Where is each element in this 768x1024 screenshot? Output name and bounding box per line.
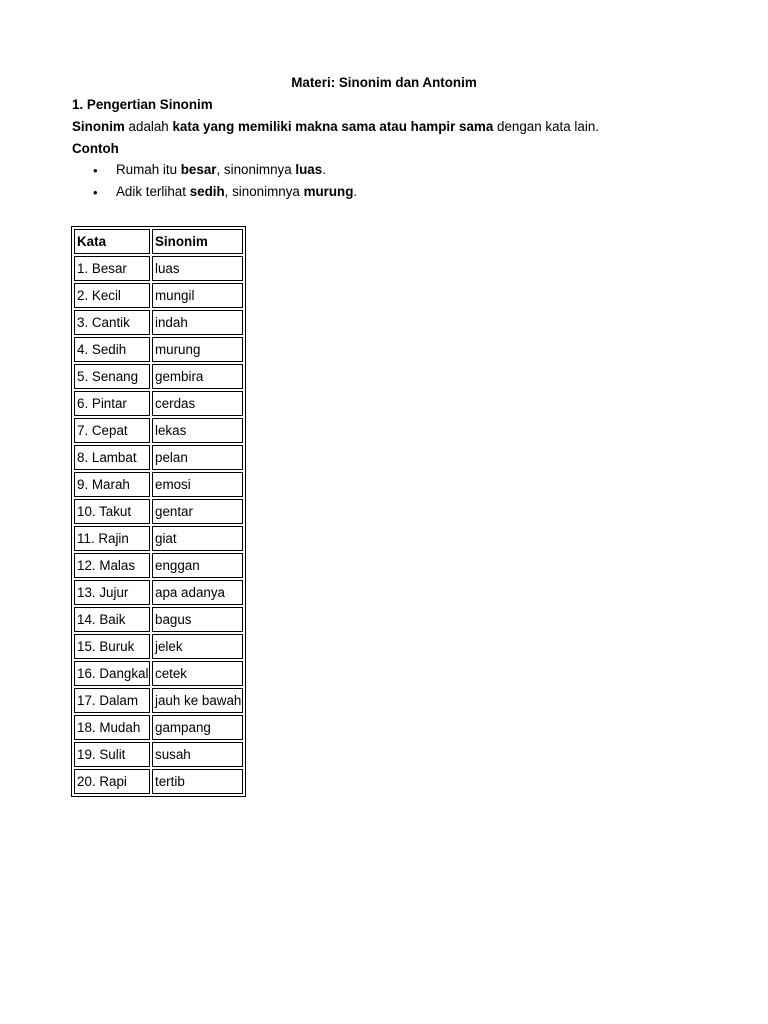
example-synonym: luas — [295, 162, 323, 177]
bullet-icon: • — [93, 185, 98, 200]
table-row — [74, 472, 243, 497]
example-post: . — [353, 184, 358, 199]
cell-kata: 9. Marah — [74, 472, 150, 497]
cell-sinonim: bagus — [152, 607, 243, 632]
cell-kata: 15. Buruk — [74, 634, 150, 659]
definition-middle: adalah — [124, 119, 173, 134]
cell-kata: 18. Mudah — [74, 715, 150, 740]
cell-sinonim: pelan — [152, 445, 243, 470]
table-row — [74, 418, 243, 443]
cell-kata: 12. Malas — [74, 553, 150, 578]
example-list — [72, 163, 357, 207]
table-row — [74, 337, 243, 362]
table-row — [74, 526, 243, 551]
table-header-row — [74, 229, 243, 254]
cell-kata: 19. Sulit — [74, 742, 150, 767]
bullet-icon: • — [93, 163, 98, 178]
table-row — [74, 580, 243, 605]
table-row — [74, 715, 243, 740]
table-row — [74, 769, 243, 794]
example-synonym: murung — [303, 184, 354, 199]
cell-kata: 1. Besar — [74, 256, 150, 281]
cell-sinonim: mungil — [152, 283, 243, 308]
cell-kata: 3. Cantik — [74, 310, 150, 335]
cell-sinonim: tertib — [152, 769, 243, 794]
example-mid: , sinonimnya — [224, 184, 304, 199]
table-row — [74, 283, 243, 308]
cell-kata: 13. Jujur — [74, 580, 150, 605]
table-row — [74, 688, 243, 713]
cell-kata: 16. Dangkal — [74, 661, 150, 686]
cell-kata: 4. Sedih — [74, 337, 150, 362]
table-row — [74, 742, 243, 767]
column-header-sinonim: Sinonim — [152, 229, 243, 254]
cell-sinonim: susah — [152, 742, 243, 767]
cell-sinonim: jelek — [152, 634, 243, 659]
table-row — [74, 553, 243, 578]
table-row — [74, 634, 243, 659]
cell-sinonim: emosi — [152, 472, 243, 497]
cell-kata: 11. Rajin — [74, 526, 150, 551]
cell-sinonim: apa adanya — [152, 580, 243, 605]
definition-term: Sinonim — [72, 119, 125, 134]
definition-emphasis: kata yang memiliki makna sama atau hampir sama — [172, 119, 494, 134]
cell-sinonim: lekas — [152, 418, 243, 443]
table-row — [74, 661, 243, 686]
example-word: sedih — [189, 184, 225, 199]
definition-paragraph — [72, 120, 599, 133]
example-word: besar — [180, 162, 217, 177]
table-row — [74, 364, 243, 389]
example-pre: Rumah itu — [116, 162, 181, 177]
cell-sinonim: murung — [152, 337, 243, 362]
cell-sinonim: cetek — [152, 661, 243, 686]
cell-kata: 7. Cepat — [74, 418, 150, 443]
document-title: Materi: Sinonim dan Antonim — [291, 75, 477, 90]
table-row — [74, 256, 243, 281]
example-item — [72, 163, 357, 185]
table-row — [74, 445, 243, 470]
table-row — [74, 391, 243, 416]
cell-kata: 8. Lambat — [74, 445, 150, 470]
example-label: Contoh — [72, 141, 119, 156]
cell-kata: 10. Takut — [74, 499, 150, 524]
example-mid: , sinonimnya — [216, 162, 296, 177]
table-row — [74, 499, 243, 524]
example-post: . — [322, 162, 326, 177]
cell-kata: 5. Senang — [74, 364, 150, 389]
cell-sinonim: gentar — [152, 499, 243, 524]
synonym-table — [71, 226, 246, 797]
table-row — [74, 310, 243, 335]
cell-sinonim: gampang — [152, 715, 243, 740]
example-item — [72, 185, 357, 207]
cell-sinonim: jauh ke bawah — [152, 688, 243, 713]
cell-sinonim: indah — [152, 310, 243, 335]
cell-kata: 6. Pintar — [74, 391, 150, 416]
cell-sinonim: gembira — [152, 364, 243, 389]
example-pre: Adik terlihat — [116, 184, 190, 199]
cell-kata: 20. Rapi — [74, 769, 150, 794]
definition-tail: dengan kata lain. — [493, 119, 600, 134]
section-heading: 1. Pengertian Sinonim — [72, 97, 213, 112]
cell-sinonim: giat — [152, 526, 243, 551]
cell-sinonim: cerdas — [152, 391, 243, 416]
cell-sinonim: enggan — [152, 553, 243, 578]
column-header-kata: Kata — [74, 229, 150, 254]
table-row — [74, 607, 243, 632]
cell-kata: 2. Kecil — [74, 283, 150, 308]
cell-kata: 17. Dalam — [74, 688, 150, 713]
cell-sinonim: luas — [152, 256, 243, 281]
cell-kata: 14. Baik — [74, 607, 150, 632]
